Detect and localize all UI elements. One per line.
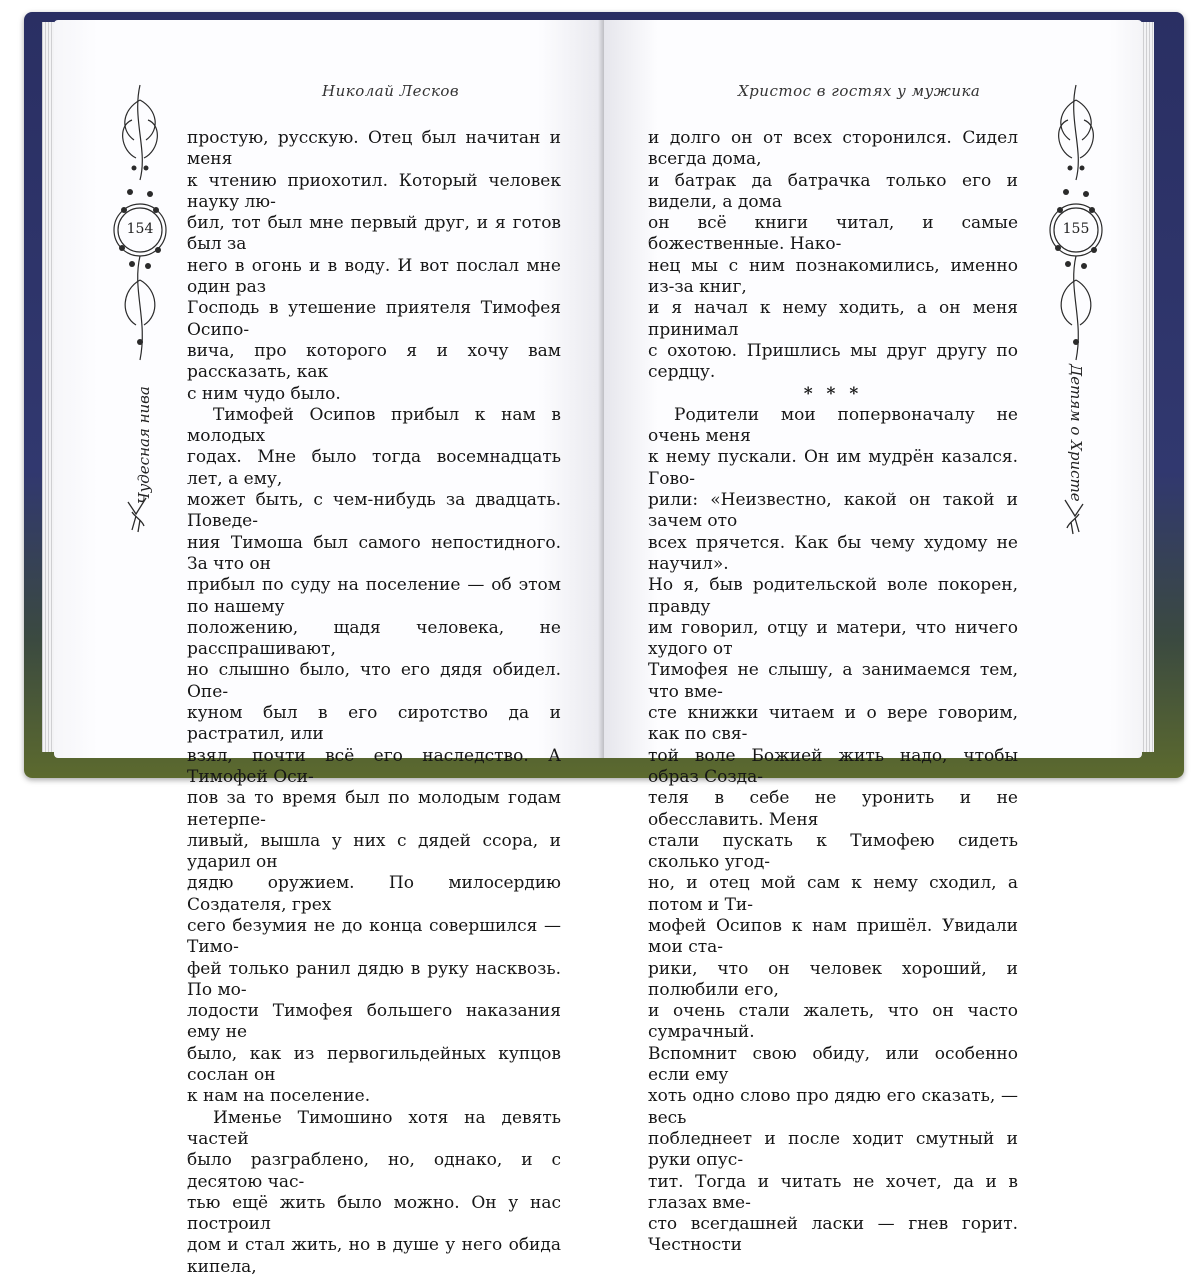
text-line: мофей Осипов к нам пришёл. Увидали мои ста- <box>648 915 1018 958</box>
text-line: Но я, быв родительской воле покорен, правду <box>648 575 1018 617</box>
text-line: Родители мои попервоначалу не очень меня <box>648 404 1018 447</box>
text-line: к нам на поселение. <box>187 1086 371 1107</box>
text-line: и очень стали жалеть, что он часто сумрачный. <box>648 1001 1018 1043</box>
text-line: той воле Божией жить надо, чтобы образ Созда- <box>648 745 1018 787</box>
text-line: тит. Тогда и читать не хочет, да и в глазах вме- <box>648 1171 1018 1213</box>
text-line: но, и отец мой сам к нему сходил, а потом и Ти- <box>648 873 1018 915</box>
text-line: с ним чудо было. <box>187 383 341 404</box>
text-line: может быть, с чем-нибудь за двадцать. Поведе- <box>187 490 561 532</box>
text-line: фей только ранил дядю в руку насквозь. По мо- <box>187 958 561 1000</box>
text-line: дом и стал жить, но в душе у него обида кипела, <box>187 1235 561 1277</box>
text-line: лодости Тимофея большего наказания ему не <box>187 1001 561 1043</box>
left-running-head: Николай Лесков <box>322 82 460 100</box>
text-line: сте книжки читаем и о вере говорим, как по свя- <box>648 703 1018 745</box>
text-line: куном был в его сиротство да и растратил, или <box>187 703 561 745</box>
text-line: он всё книги читал, и самые божественные. Нако- <box>648 213 1018 255</box>
text-line: рили: «Неизвестно, какой он такой и зачем ото <box>648 490 1018 532</box>
text-line: им говорил, отцу и матери, что ничего худого от <box>648 617 1018 660</box>
text-line: годах. Мне было тогда восемнадцать лет, а ему, <box>187 447 561 489</box>
section-break-stars: * * * <box>803 383 863 404</box>
text-line: положению, щадя человека, не расспрашивают, <box>187 617 561 660</box>
text-line: всех прячется. Как бы чему худому не научил». <box>648 532 1018 574</box>
right-page <box>604 20 1142 1256</box>
text-line: теля в себе не уронить и не обесславить. Меня <box>648 788 1018 830</box>
text-line: и я начал к нему ходить, а он меня принимал <box>648 298 1018 340</box>
text-line: и долго он от всех сторонился. Сидел всегда дома, <box>648 128 1018 170</box>
left-side-title: Чудесная нива <box>135 386 153 504</box>
right-page-number: 155 <box>1062 221 1090 237</box>
text-line: сто всегдашней ласки — гнев горит. Честности <box>648 1214 1018 1256</box>
text-line: нец мы с ним познакомились, именно из-за книг, <box>648 255 1018 298</box>
text-line: было разграблено, но, однако, и с десятою час- <box>187 1150 561 1192</box>
text-line: рики, что он человек хороший, и полюбили его, <box>648 958 1018 1000</box>
text-line: стали пускать к Тимофею сидеть сколько угод- <box>648 830 1018 873</box>
left-body-text <box>187 128 561 1278</box>
text-line: пов за то время был по молодым годам нетерпе- <box>187 788 561 830</box>
text-line: Тимофея не слышу, а занимаемся тем, что вме- <box>648 660 1018 702</box>
text-line: Вспомнит свою обиду, или особенно если ему <box>648 1043 1018 1086</box>
text-line: ливый, вышла у них с дядей ссора, и ударил он <box>187 830 561 873</box>
text-line: вича, про которого я и хочу вам рассказать, как <box>187 340 561 383</box>
left-page-number: 154 <box>126 221 154 237</box>
text-line: с охотою. Пришлись мы друг другу по сердцу. <box>648 340 1018 383</box>
text-line: побледнеет и после ходит смутный и руки опус- <box>648 1128 1018 1171</box>
text-line: было, как из первогильдейных купцов сослан он <box>187 1043 561 1086</box>
text-line: сего безумия не до конца совершился — Тимо- <box>187 915 561 958</box>
right-body-text <box>648 128 1018 1257</box>
text-line: к нему пускали. Он им мудрён казался. Гово- <box>648 447 1018 489</box>
right-side-title: Детям о Христе <box>1067 364 1085 502</box>
text-line: к чтению приохотил. Который человек науку лю- <box>187 170 561 212</box>
text-line: взял, почти всё его наследство. А Тимофей Оси- <box>187 745 561 787</box>
text-line: Тимофей Осипов прибыл к нам в молодых <box>187 404 561 447</box>
text-line: и батрак да батрачка только его и видели, а дома <box>648 170 1018 212</box>
bird-icon-right <box>1059 496 1089 536</box>
text-line: Господь в утешение приятеля Тимофея Осипо- <box>187 298 561 340</box>
left-page <box>54 20 604 1277</box>
text-line: но слышно было, что его дядя обидел. Опе- <box>187 660 561 702</box>
page-edges-right <box>1140 22 1154 752</box>
text-line: прибыл по суду на поселение — об этом по нашему <box>187 575 561 617</box>
bird-icon-left <box>122 494 152 534</box>
text-line: Именье Тимошино хотя на девять частей <box>187 1107 561 1149</box>
text-line: бил, тот был мне первый друг, и я готов был за <box>187 213 561 255</box>
text-line: тью ещё жить было можно. Он у нас построил <box>187 1192 561 1235</box>
text-line: простую, русскую. Отец был начитан и меня <box>187 128 561 170</box>
text-line: дядю оружием. По милосердию Создателя, грех <box>187 873 561 915</box>
text-line: ния Тимоша был самого непостидного. За что он <box>187 532 561 574</box>
text-line: хоть одно слово про дядю его сказать, — весь <box>648 1086 1018 1128</box>
right-running-head: Христос в гостях у мужика <box>738 82 981 100</box>
text-line: него в огонь и в воду. И вот послал мне один раз <box>187 255 561 298</box>
